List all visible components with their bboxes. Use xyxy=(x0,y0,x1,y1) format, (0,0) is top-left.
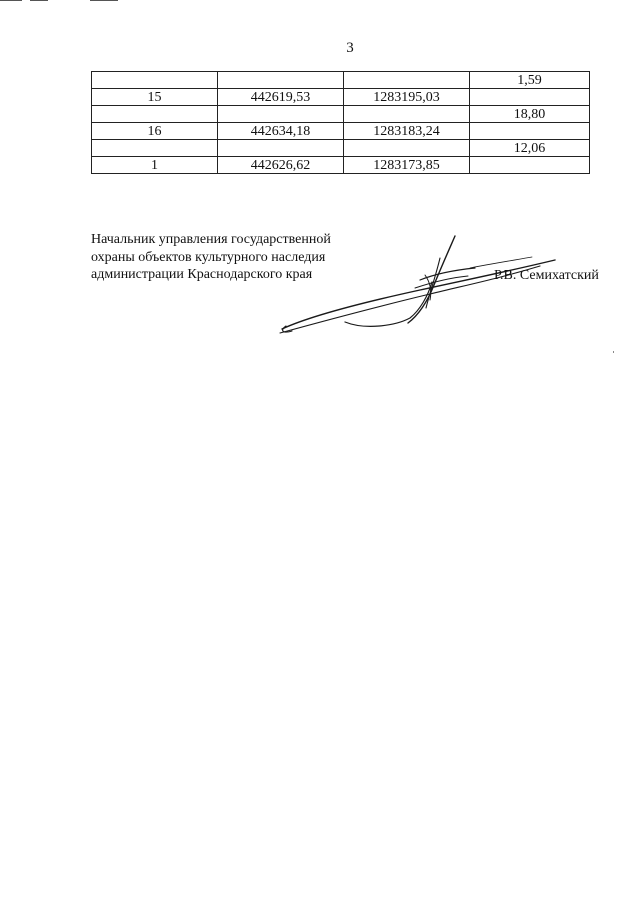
x-coordinate-cell xyxy=(218,106,344,123)
y-coordinate-cell: 1283195,03 xyxy=(344,89,470,106)
point-number-cell xyxy=(92,72,218,89)
distance-cell xyxy=(470,157,590,174)
distance-cell xyxy=(470,123,590,140)
y-coordinate-cell: 1283183,24 xyxy=(344,123,470,140)
page-number: 3 xyxy=(346,40,354,56)
position-line: Начальник управления государственной xyxy=(91,232,331,247)
coordinates-table xyxy=(91,71,590,174)
point-number-cell xyxy=(92,140,218,157)
table-row xyxy=(92,106,590,123)
point-number-cell: 15 xyxy=(92,89,218,106)
x-coordinate-cell: 442626,62 xyxy=(218,157,344,174)
distance-cell: 18,80 xyxy=(470,106,590,123)
position-line: охраны объектов культурного наследия xyxy=(91,249,326,265)
x-coordinate-cell: 442634,18 xyxy=(218,123,344,140)
distance-cell: 1,59 xyxy=(470,72,590,89)
x-coordinate-cell xyxy=(218,72,344,89)
handwritten-signature xyxy=(270,230,560,345)
x-coordinate-cell: 442619,53 xyxy=(218,89,344,106)
distance-cell xyxy=(470,89,590,106)
signer-name: Р.В. Семихатский xyxy=(494,268,599,283)
y-coordinate-cell xyxy=(344,106,470,123)
table-row xyxy=(92,140,590,157)
table-row xyxy=(92,89,590,106)
distance-cell: 12,06 xyxy=(470,140,590,157)
position-line: администрации Краснодарского края xyxy=(91,267,313,282)
scan-edge-mark xyxy=(90,0,118,1)
y-coordinate-cell xyxy=(344,72,470,89)
scan-edge-mark xyxy=(30,0,48,1)
x-coordinate-cell xyxy=(218,140,344,157)
point-number-cell: 16 xyxy=(92,123,218,140)
table-row xyxy=(92,72,590,89)
table-row xyxy=(92,123,590,140)
point-number-cell: 1 xyxy=(92,157,218,174)
scan-speck xyxy=(613,351,614,353)
point-number-cell xyxy=(92,106,218,123)
table-row xyxy=(92,157,590,174)
y-coordinate-cell: 1283173,85 xyxy=(344,157,470,174)
y-coordinate-cell xyxy=(344,140,470,157)
scan-edge-mark xyxy=(0,0,22,1)
